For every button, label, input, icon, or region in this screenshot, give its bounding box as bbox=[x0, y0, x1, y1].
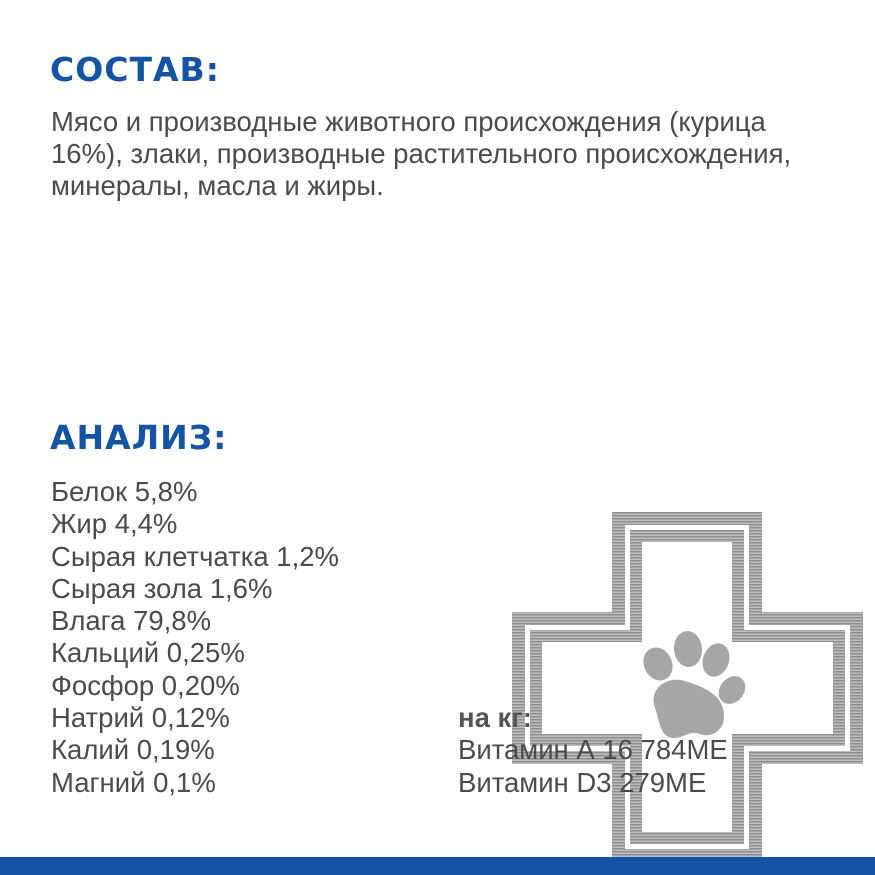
analysis-item: Калий 0,19% bbox=[51, 734, 215, 766]
analysis-item: Сырая клетчатка 1,2% bbox=[51, 540, 339, 572]
composition-heading: СОСТАВ: bbox=[50, 50, 220, 89]
analysis-item: Белок 5,8% bbox=[51, 476, 198, 507]
analysis-item: Кальций 0,25% bbox=[51, 637, 245, 669]
analysis-item: Сырая зола 1,6% bbox=[51, 572, 273, 604]
analysis-item: Влага 79,8% bbox=[51, 605, 212, 637]
analysis-item: Жир 4,4% bbox=[51, 508, 178, 540]
vitamin-item: Витамин D3 279МЕ bbox=[458, 766, 707, 798]
per-kg-label: на кг: bbox=[458, 702, 532, 733]
composition-text: Мясо и производные животного происхождения (курица 16%), злаки, производные растительного происхождения, минералы, масла и жиры. bbox=[51, 106, 792, 201]
analysis-list bbox=[51, 476, 339, 799]
analysis-item: Натрий 0,12% bbox=[51, 702, 230, 734]
vitamins-block bbox=[458, 702, 728, 799]
analysis-item: Магний 0,1% bbox=[51, 766, 216, 798]
vitamin-item: Витамин А 16 784МЕ bbox=[458, 734, 728, 766]
analysis-item: Фосфор 0,20% bbox=[51, 669, 240, 701]
bottom-bar bbox=[0, 857, 875, 875]
analysis-heading: АНАЛИЗ: bbox=[50, 418, 228, 457]
vet-cross-icon bbox=[510, 512, 866, 864]
